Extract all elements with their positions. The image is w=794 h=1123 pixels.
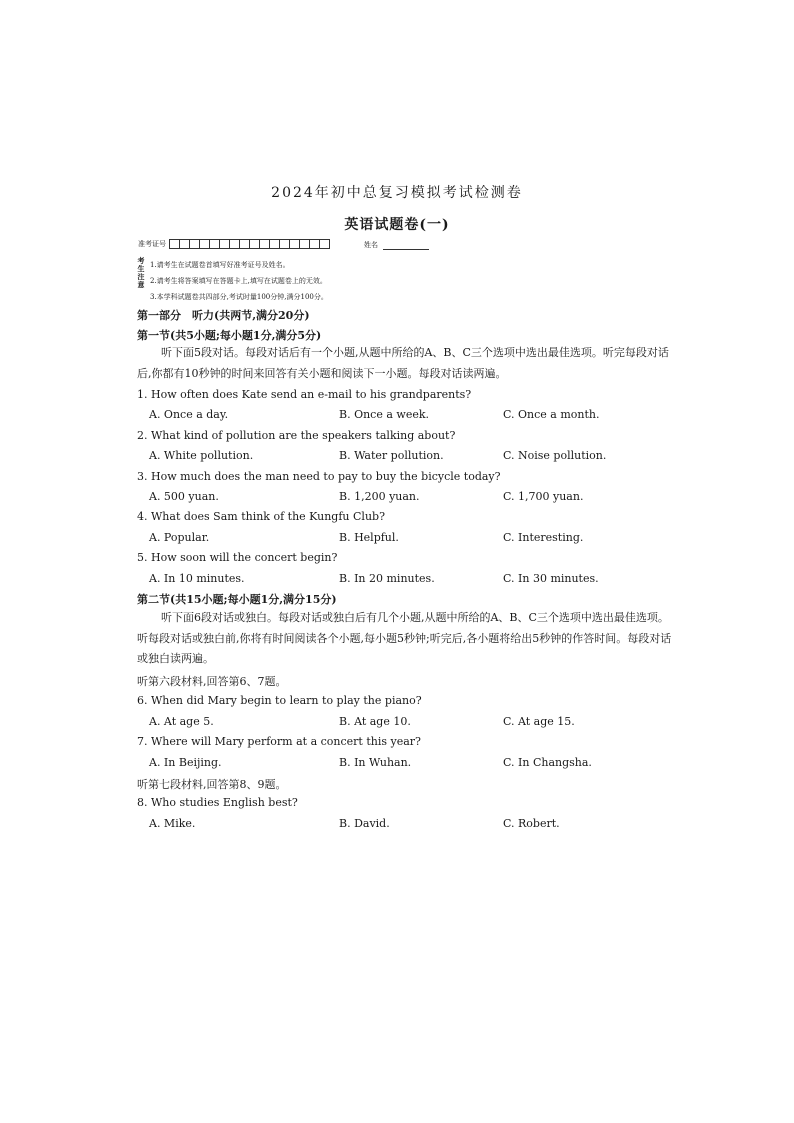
option-a: A. Popular. (149, 531, 210, 544)
option-c: C. Robert. (503, 817, 560, 830)
question-text: 4. What does Sam think of the Kungfu Club? (137, 510, 385, 523)
exam-title: 2024年初中总复习模拟考试检测卷 (271, 185, 523, 201)
question-text: 8. Who studies English best? (137, 796, 298, 809)
option-a: A. Once a day. (149, 408, 229, 421)
notice-item: 2.请考生将答案填写在答题卡上,填写在试题卷上的无效。 (150, 277, 327, 285)
option-b: B. At age 10. (339, 715, 411, 728)
exam-id-boxes[interactable] (169, 239, 329, 249)
exam-id-box[interactable] (319, 239, 330, 249)
option-b: B. 1,200 yuan. (339, 490, 420, 503)
material-note: 听第七段材料,回答第8、9题。 (137, 778, 287, 791)
name-field (364, 240, 429, 250)
option-c: C. 1,700 yuan. (503, 490, 584, 503)
option-a: A. Mike. (149, 817, 196, 830)
exam-id-row (138, 238, 329, 250)
name-label: 姓名 (364, 241, 378, 249)
section-instructions-text: 听下面5段对话。每段对话后有一个小题,从题中所给的A、B、C三个选项中选出最佳选项。听完每段对话后,你都有10秒钟的时间来回答有关小题和阅读下一小题。每段对话读两遍。 (137, 346, 669, 380)
question-text: 5. How soon will the concert begin? (137, 551, 338, 564)
section-heading: 第二节(共15小题;每小题1分,满分15分) (137, 593, 337, 606)
option-b: B. In 20 minutes. (339, 572, 435, 585)
option-b: B. Helpful. (339, 531, 399, 544)
name-input-line[interactable] (383, 241, 429, 250)
question-text: 2. What kind of pollution are the speakers talking about? (137, 429, 456, 442)
option-a: A. In Beijing. (149, 756, 222, 769)
part-heading: 第一部分 听力(共两节,满分20分) (137, 309, 310, 322)
option-c: C. Once a month. (503, 408, 600, 421)
question-text: 6. When did Mary begin to learn to play the piano? (137, 694, 422, 707)
option-a: A. In 10 minutes. (149, 572, 245, 585)
exam-id-label: 准考证号 (138, 240, 166, 248)
option-a: A. White pollution. (149, 449, 254, 462)
question-text: 3. How much does the man need to pay to buy the bicycle today? (137, 470, 501, 483)
option-a: A. 500 yuan. (149, 490, 219, 503)
question-text: 7. Where will Mary perform at a concert this year? (137, 735, 421, 748)
notice-item: 1.请考生在试题卷首填写好准考证号及姓名。 (150, 261, 290, 269)
exam-subtitle: 英语试题卷(一) (344, 217, 450, 233)
option-c: C. Interesting. (503, 531, 584, 544)
section-instructions-text: 听下面6段对话或独白。每段对话或独白后有几个小题,从题中所给的A、B、C三个选项中选出最佳选项。听每段对话或独白前,你将有时间阅读各个小题,每小题5秒钟;听完后,各小题将给出5秒钟的作答时间。每段对话或独白读两遍。 (137, 611, 672, 665)
option-b: B. Water pollution. (339, 449, 444, 462)
question-text: 1. How often does Kate send an e-mail to his grandparents? (137, 388, 472, 401)
option-b: B. David. (339, 817, 390, 830)
option-c: C. In Changsha. (503, 756, 592, 769)
section-heading: 第一节(共5小题;每小题1分,满分5分) (137, 329, 322, 342)
notice-tag: 考生注意 (137, 256, 145, 289)
option-b: B. In Wuhan. (339, 756, 412, 769)
option-c: C. At age 15. (503, 715, 575, 728)
section-instructions (137, 343, 677, 384)
option-a: A. At age 5. (149, 715, 214, 728)
option-b: B. Once a week. (339, 408, 429, 421)
notice-item: 3.本学科试题卷共四部分,考试时量100分钟,满分100分。 (150, 293, 328, 301)
option-c: C. Noise pollution. (503, 449, 607, 462)
option-c: C. In 30 minutes. (503, 572, 599, 585)
section-instructions (137, 608, 677, 670)
material-note: 听第六段材料,回答第6、7题。 (137, 675, 287, 688)
